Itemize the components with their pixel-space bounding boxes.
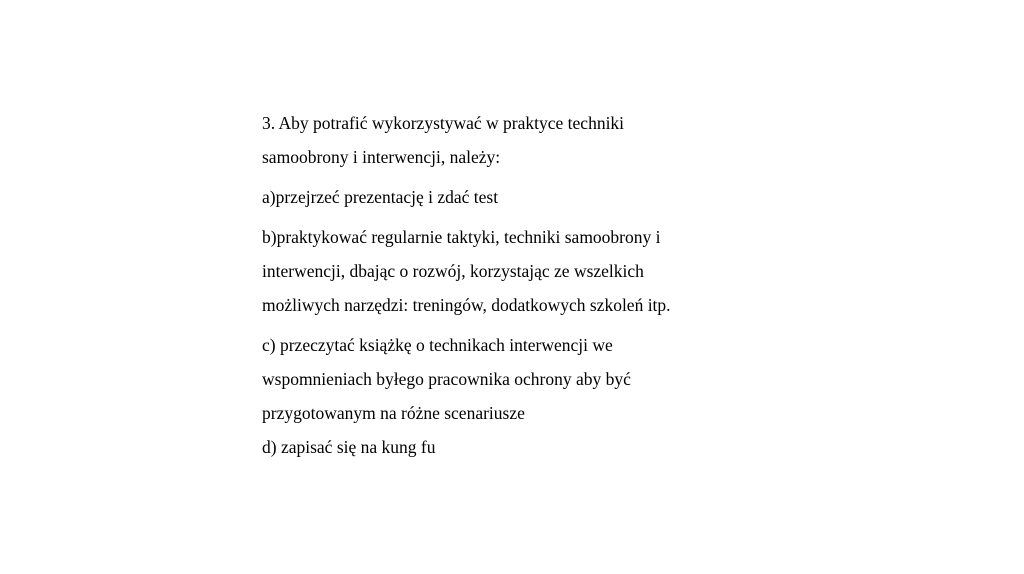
option-c-line: wspomnieniach byłego pracownika ochrony aby być: [262, 369, 631, 389]
option-b-line: możliwych narzędzi: treningów, dodatkowych szkoleń itp.: [262, 295, 671, 315]
quiz-content: [262, 106, 782, 464]
answer-option-b: [262, 220, 782, 322]
answer-option-d: [262, 430, 782, 464]
option-c-line: c) przeczytać książkę o technikach interwencji we: [262, 335, 613, 355]
question-text: [262, 106, 782, 174]
question-line: samoobrony i interwencji, należy:: [262, 147, 501, 167]
option-b-line: b)praktykować regularnie taktyki, techniki samoobrony i: [262, 227, 661, 247]
question-line: 3. Aby potrafić wykorzystywać w praktyce techniki: [262, 113, 625, 133]
option-a-line: a)przejrzeć prezentację i zdać test: [262, 187, 499, 207]
answer-option-c: [262, 328, 782, 430]
answer-option-a: [262, 180, 782, 214]
option-d-line: d) zapisać się na kung fu: [262, 437, 436, 457]
option-b-line: interwencji, dbając o rozwój, korzystając ze wszelkich: [262, 261, 644, 281]
option-c-line: przygotowanym na różne scenariusze: [262, 403, 525, 423]
